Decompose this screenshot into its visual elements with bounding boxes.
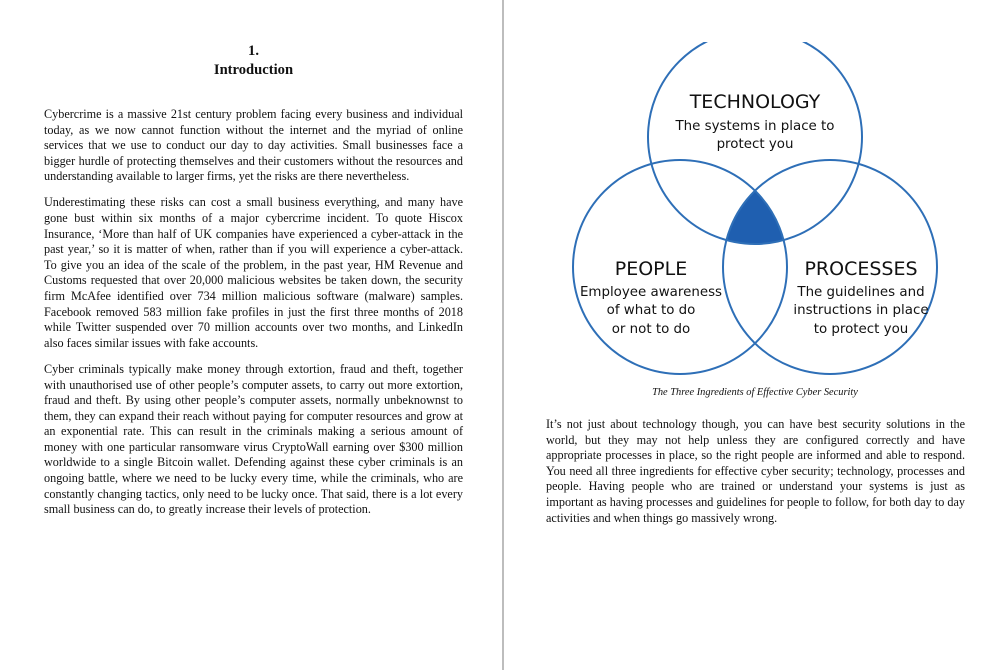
page-divider	[502, 0, 504, 670]
processes-line-2: instructions in place	[793, 303, 929, 318]
people-line-2: of what to do	[606, 303, 696, 318]
chapter-title: Introduction	[213, 62, 294, 78]
people-line-3: or not to do	[611, 322, 691, 337]
right-body-text	[546, 417, 965, 537]
chapter-heading	[44, 42, 463, 80]
processes-line-3: to protect you	[813, 322, 909, 337]
paragraph-ingredients: It’s not just about technology though, you can have best security solutions in the world, but they may not help unless they are configured correctly and have appropriate processes in place, so the right people are informed and able to respond. You need all three ingredients for effective cyber security; technology, processes and people. Having people who are trained or understand your systems is just as important as having processes and guidelines for people to follow, for both day to day activities and when things go massively wrong.	[546, 417, 965, 525]
technology-line-2: protect you	[716, 137, 794, 152]
paragraph-risks: Underestimating these risks can cost a small business everything, and many have gone bust within six months of a major cybercrime incident. To quote Hiscox Insurance, ‘More than half of UK companies have experienced a cyber-attack in the past year,’ so it is matter of when, rather than if you will experience a cyber-attack. To give you an idea of the scale of the problem, in the past year, HM Revenue and Customs requested that over 20,000 malicious websites be taken down, the security firm McAfee identified over 734 million malicious software (malware) samples. Facebook removed 583 million fake profiles in just the first three months of 2018 while Twitter suspended over 70 million accounts over two months, and LinkedIn also faces similar issues with fake accounts.	[44, 195, 463, 350]
left-page	[44, 0, 463, 80]
venn-diagram	[560, 42, 950, 382]
figure-caption: The Three Ingredients of Effective Cyber Security	[652, 387, 858, 398]
chapter-number: 1.	[248, 43, 259, 59]
people-line-1: Employee awareness	[579, 285, 723, 300]
paragraph-criminals: Cyber criminals typically make money through extortion, fraud and theft, together with unauthorised use of other people’s computer assets, to carry out more extortion, fraud and theft. By using other people’s computer assets, normally unbeknownst to them, they can expand their reach without paying for computer resources and grow at an exponential rate. This can result in the criminals making a serious amount of money with one particular ransomware virus CryptoWall earning over $300 million worldwide to a single Bitcoin wallet. Defending against these cyber criminals is an ongoing battle, where we need to be lucky every time, while the criminals, who are constantly changing tactics, only need to be lucky once. That said, there is a lot every small business can do, to greatly increase their levels of protection.	[44, 361, 463, 517]
processes-title: PROCESSES	[804, 258, 918, 280]
technology-line-1: The systems in place to	[675, 119, 835, 134]
processes-line-1: The guidelines and	[797, 285, 925, 300]
left-body-text	[44, 107, 463, 528]
technology-title: TECHNOLOGY	[689, 91, 821, 113]
paragraph-intro: Cybercrime is a massive 21st century problem facing every business and individual today, as we now cannot function without the internet and the myriad of online services that we use to conduct our day to day activities. Small businesses face a bigger hurdle of protecting themselves and their customers without the resources and understanding available to larger firms, yet the risks are there nevertheless.	[44, 107, 463, 184]
people-title: PEOPLE	[614, 258, 688, 280]
